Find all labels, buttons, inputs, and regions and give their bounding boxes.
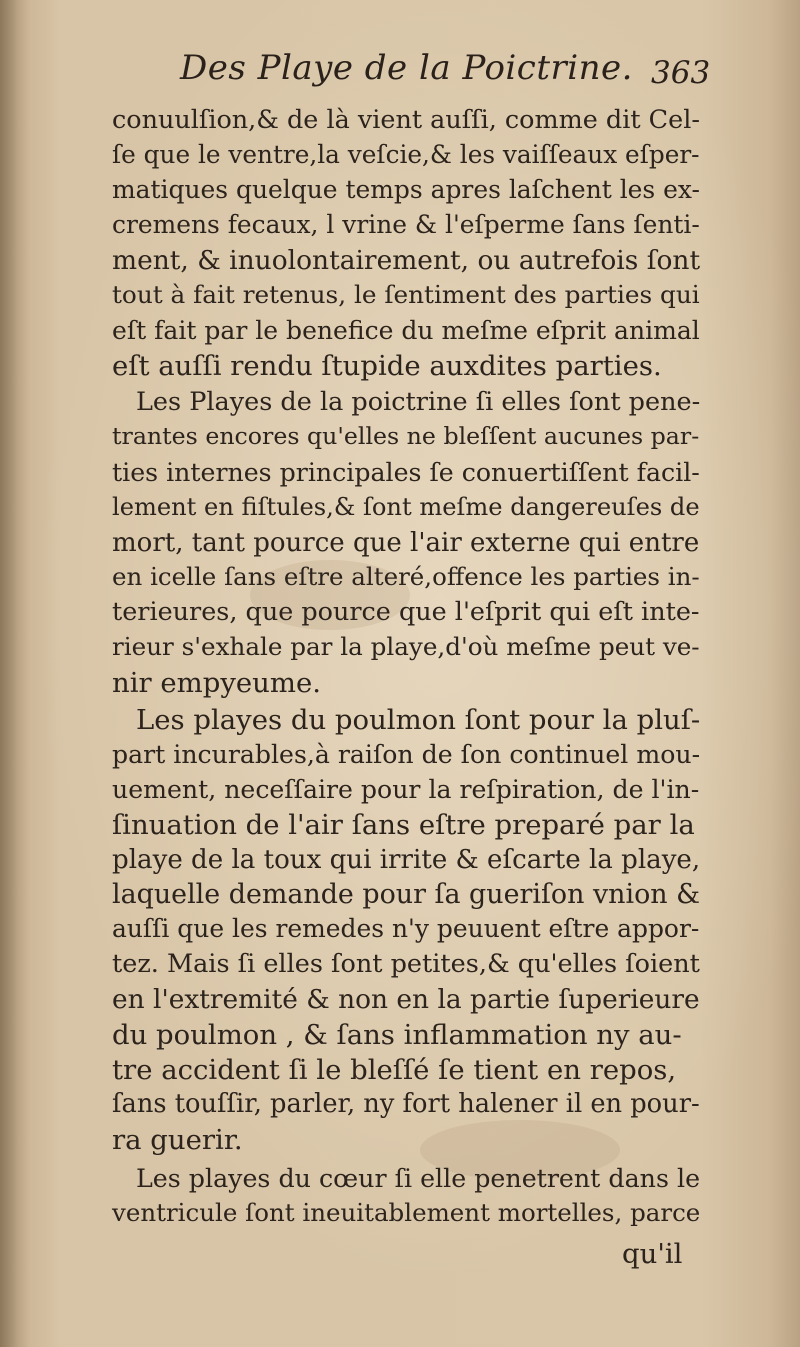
text-line: rieur s'exhale par la playe,d'où meſme peut ve- — [112, 632, 700, 661]
paragraph-first-line: Les Playes de la poictrine ſi elles ſont pene- — [136, 387, 701, 417]
text-line: tre accident ſi le bleſſé ſe tient en repos, — [112, 1054, 677, 1086]
text-line: matiques quelque temps apres laſchent les ex- — [112, 175, 700, 204]
text-line: en l'extremité & non en la partie ſuperieure — [112, 984, 700, 1015]
text-line: nir empyeume. — [112, 667, 321, 699]
text-line: ties internes principales ſe conuertiſſent facil- — [112, 458, 700, 487]
paragraph-first-line: Les playes du cœur ſi elle penetrent dans le — [136, 1164, 701, 1193]
text-line: uement, neceſſaire pour la reſpiration, de l'in- — [112, 775, 700, 804]
text-line: terieures, que pource que l'eſprit qui eſt inte- — [112, 597, 700, 627]
catchword: qu'il — [622, 1238, 683, 1270]
text-line: lement en fiſtules,& ſont meſme dangereuſes de — [112, 493, 700, 521]
text-line: tez. Mais ſi elles ſont petites,& qu'elles ſoient — [112, 949, 700, 979]
text-line: ſe que le ventre,la veſcie,& les vaiſſeaux eſper- — [112, 140, 700, 169]
running-title: Des Playe de la Poictrine. — [180, 48, 633, 88]
text-line: trantes encores qu'elles ne bleſſent aucunes par- — [112, 422, 700, 450]
text-line: cremens fecaux, l vrine & l'eſperme ſans ſenti- — [112, 210, 700, 239]
text-line: part incurables,à raiſon de ſon continuel mou- — [112, 740, 701, 769]
text-line: tout à fait retenus, le ſentiment des parties qui — [112, 280, 700, 309]
text-line: mort, tant pource que l'air externe qui entre — [112, 528, 700, 558]
text-line: ra guerir. — [112, 1124, 243, 1156]
text-line: playe de la toux qui irrite & eſcarte la playe, — [112, 845, 701, 875]
page-number: 363 — [651, 55, 711, 91]
text-line: ment, & inuolontairement, ou autrefois ſont — [112, 245, 701, 276]
text-line: eſt fait par le benefice du meſme eſprit animal — [112, 316, 700, 345]
text-line: conuulſion,& de là vient auſſi, comme dit Cel- — [112, 105, 700, 135]
page-gutter-shadow — [0, 0, 30, 1347]
text-line: ventricule ſont ineuitablement mortelles, parce — [112, 1198, 701, 1227]
text-line: du poulmon , & ſans inflammation ny au- — [112, 1019, 682, 1051]
text-line: ſans touſſir, parler, ny fort halener il en pour- — [112, 1089, 700, 1119]
text-line: auſſi que les remedes n'y peuuent eſtre appor- — [112, 914, 700, 943]
text-line: laquelle demande pour ſa gueriſon vnion & — [112, 879, 701, 910]
text-line: ſinuation de l'air ſans eſtre preparé par la — [112, 809, 695, 841]
text-line: en icelle ſans eſtre alteré,offence les parties in- — [112, 562, 700, 591]
paragraph-first-line: Les playes du poulmon ſont pour la pluſ- — [136, 704, 701, 736]
text-line: eſt auſſi rendu ſtupide auxdites parties. — [112, 350, 662, 382]
